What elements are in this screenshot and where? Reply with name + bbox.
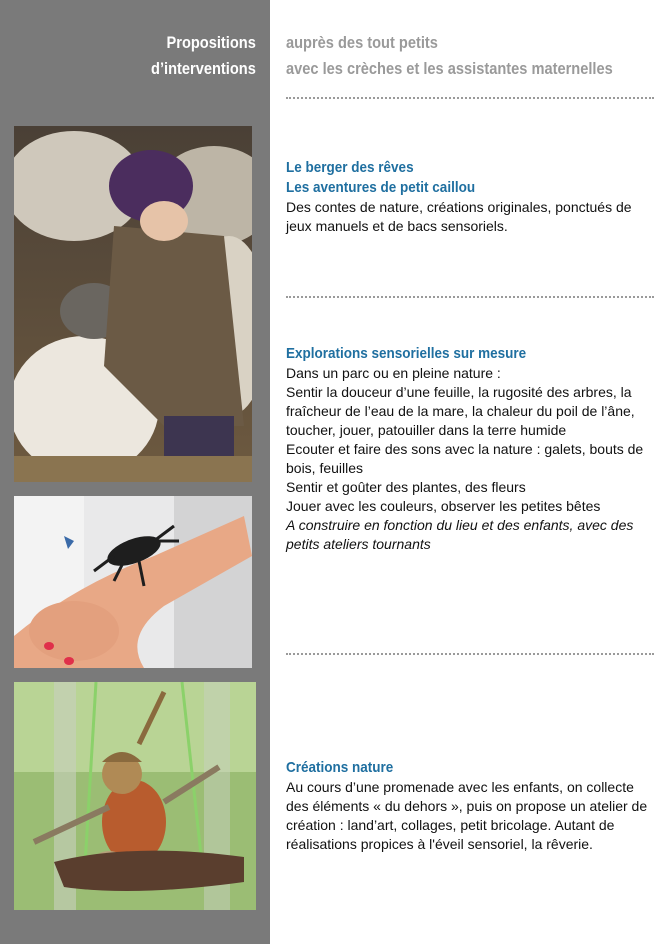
section-title: Explorations sensorielles sur mesure [286,345,527,362]
section-paragraph: Au cours d’une promenade avec les enfants, on collecte des éléments « du dehors », puis on propose un atelier de création : land’art, collages, petit bricolage. Autant de réalisations propices à l'éveil sensoriel, la rêverie. [286,779,648,852]
section-body [286,364,658,554]
photo-acorn-figure-swing [14,682,256,910]
section-paragraph: Des contes de nature, créations originales, ponctués de jeux manuels et de bacs sensoriels. [286,199,632,234]
sidebar-title-line2: d’interventions [151,59,256,78]
sidebar-title-line1: Propositions [166,33,256,52]
page-header [286,30,613,82]
header-line1: auprès des tout petits [286,33,438,52]
section-paragraph: Jouer avec les couleurs, observer les petites bêtes [286,498,601,514]
section-berger-des-reves [286,158,658,236]
sidebar [0,0,270,944]
sidebar-title [151,30,256,82]
section-title-line1: Le berger des rêves [286,159,414,176]
section-body [286,778,658,854]
section-body [286,198,658,236]
section-paragraph: Sentir et goûter des plantes, des fleurs [286,479,526,495]
section-creations-nature [286,758,658,854]
section-paragraph: Ecouter et faire des sons avec la nature : galets, bouts de bois, feuilles [286,441,644,476]
section-paragraph: Dans un parc ou en pleine nature : [286,365,501,381]
section-title [286,158,621,198]
section-title-line2: Les aventures de petit caillou [286,179,476,196]
section-paragraph: Sentir la douceur d’une feuille, la rugosité des arbres, la fraîcheur de l’eau de la mare, la chaleur du poil de l’âne, toucher, jouer, patouiller dans la terre humide [286,384,635,438]
divider [286,296,654,298]
divider [286,97,654,99]
section-explorations-sensorielles [286,344,658,554]
header-line2: avec les crèches et les assistantes maternelles [286,59,613,78]
photo-beetle-on-arm [14,496,252,668]
photo-child-with-sheep [14,126,252,482]
divider [286,653,654,655]
section-title: Créations nature [286,759,394,776]
section-italic-note: A construire en fonction du lieu et des enfants, avec des petits ateliers tournants [286,517,634,552]
